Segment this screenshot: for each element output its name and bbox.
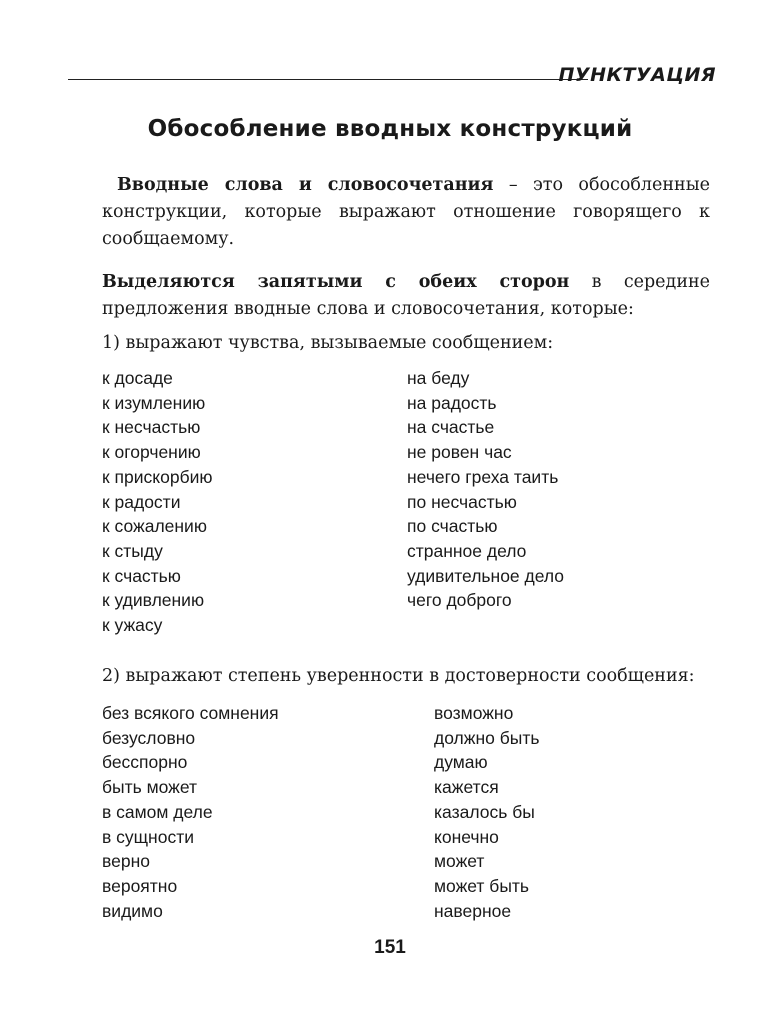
- intro-term: Вводные слова и словосочетания: [117, 175, 494, 195]
- page-number: 151: [374, 937, 406, 958]
- list-item: вероятно: [102, 875, 178, 896]
- list-item: быть может: [102, 777, 198, 798]
- group1-heading-wrap: [102, 330, 553, 357]
- rule-bold: Выделяются запятыми с обеих сторон: [102, 272, 570, 292]
- intro-definition: – это обособленные конструкции, которые выражают отношение говорящего к сообщаемому.: [102, 175, 710, 249]
- list-item: нечего греха таить: [407, 466, 559, 487]
- list-item: наверное: [434, 900, 512, 921]
- list-item: к досаде: [102, 368, 173, 388]
- list-item: к счастью: [102, 565, 181, 586]
- list-item: видимо: [102, 900, 163, 921]
- list-item: верно: [102, 851, 150, 872]
- list-item: думаю: [434, 752, 488, 773]
- list-item: странное дело: [407, 540, 527, 561]
- list-item: без всякого сомнения: [102, 703, 279, 723]
- list-item: может: [434, 851, 485, 872]
- list-item: должно быть: [434, 727, 540, 748]
- list-item: чего доброго: [407, 590, 512, 611]
- list-item: на счастье: [407, 417, 495, 438]
- list-item: не ровен час: [407, 442, 512, 463]
- group2-list-col1: [102, 701, 279, 923]
- group2-list-col2: [434, 701, 539, 923]
- group2-heading: 2) выражают степень уверенности в достоверности сообщения:: [102, 666, 695, 686]
- group2-heading-wrap: [102, 663, 695, 690]
- list-item: по счастью: [407, 516, 498, 537]
- group1-list-col2: [407, 366, 564, 613]
- list-item: конечно: [434, 826, 499, 847]
- list-item: кажется: [434, 777, 499, 798]
- list-item: на беду: [407, 368, 470, 388]
- group1-list-col1: [102, 366, 213, 638]
- list-item: казалось бы: [434, 801, 535, 822]
- list-item: возможно: [434, 703, 514, 723]
- list-item: к изумлению: [102, 392, 206, 413]
- group1-heading: 1) выражают чувства, вызываемые сообщением:: [102, 333, 554, 353]
- list-item: удивительное дело: [407, 565, 565, 586]
- list-item: к стыду: [102, 540, 163, 561]
- list-item: в самом деле: [102, 801, 213, 822]
- rule-paragraph: [102, 269, 710, 323]
- list-item: может быть: [434, 875, 530, 896]
- page-title: Обособление вводных конструкций: [147, 116, 633, 142]
- intro-paragraph: [102, 172, 710, 253]
- list-item: к удивлению: [102, 590, 205, 611]
- list-item: в сущности: [102, 826, 194, 847]
- list-item: к прискорбию: [102, 466, 213, 487]
- rule-text: в середине предложения вводные слова и словосочетания, которые:: [102, 272, 710, 319]
- list-item: на радость: [407, 392, 497, 413]
- list-item: к огорчению: [102, 442, 201, 463]
- header-rule: [68, 79, 588, 80]
- list-item: к радости: [102, 491, 181, 512]
- section-label: ПУНКТУАЦИЯ: [558, 64, 716, 86]
- list-item: к сожалению: [102, 516, 207, 537]
- list-item: к ужасу: [102, 615, 163, 636]
- list-item: по несчастью: [407, 491, 517, 512]
- list-item: безусловно: [102, 727, 196, 748]
- list-item: бесспорно: [102, 752, 188, 773]
- list-item: к несчастью: [102, 417, 201, 438]
